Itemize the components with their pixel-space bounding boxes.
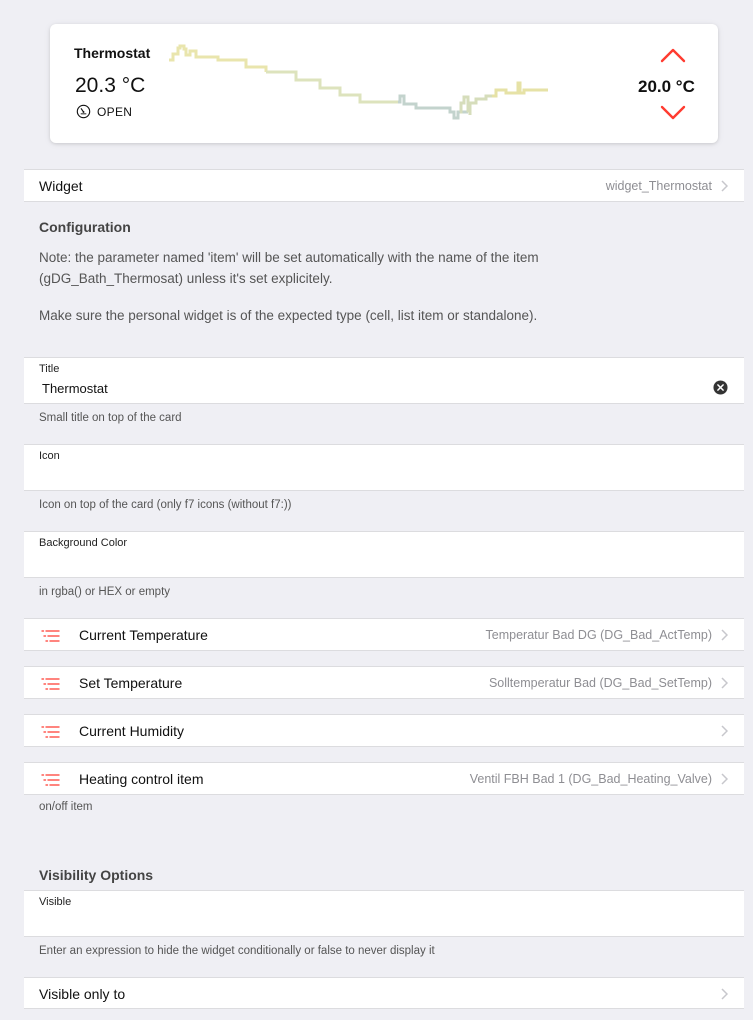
item-row-heating-control[interactable] — [24, 762, 744, 795]
visible-only-to-row[interactable] — [24, 977, 744, 1009]
decrease-setpoint-button[interactable] — [659, 104, 687, 127]
visible-hint: Enter an expression to hide the widget conditionally or false to never display it — [39, 945, 435, 957]
widget-value: widget_Thermostat — [605, 179, 712, 193]
visibility-title: Visibility Options — [39, 867, 154, 883]
list-icon — [41, 774, 61, 786]
list-icon — [41, 726, 61, 738]
visible-field — [24, 890, 744, 937]
item-value: Ventil FBH Bad 1 (DG_Bad_Heating_Valve) — [469, 772, 712, 786]
icon-hint: Icon on top of the card (only f7 icons (without f7:)) — [39, 499, 292, 511]
chevron-right-icon — [720, 677, 728, 689]
visible-input[interactable] — [42, 914, 702, 929]
background-color-input[interactable] — [42, 555, 702, 570]
configuration-note: Note: the parameter named 'item' will be set automatically with the name of the item (gDG_Bath_Thermosat) unless it's set explicitely. — [39, 250, 539, 286]
list-icon — [41, 678, 61, 690]
background-color-label: Background Color — [39, 537, 128, 549]
configuration-title: Configuration — [39, 219, 131, 235]
widget-label: Widget — [39, 178, 83, 194]
icon-field — [24, 444, 744, 491]
background-color-field — [24, 531, 744, 578]
title-hint: Small title on top of the card — [39, 412, 182, 424]
chevron-down-icon — [659, 104, 687, 122]
heating-control-hint: on/off item — [39, 801, 93, 813]
setpoint-value: 20.0 °C — [638, 77, 695, 96]
item-label: Heating control item — [79, 771, 204, 787]
title-input[interactable] — [42, 381, 702, 396]
item-label: Current Temperature — [79, 627, 208, 643]
icon-input[interactable] — [42, 468, 702, 483]
chevron-right-icon — [720, 773, 728, 785]
chevron-right-icon — [720, 725, 728, 737]
clear-icon[interactable] — [713, 380, 728, 395]
item-row-set-temperature[interactable] — [24, 666, 744, 699]
background-color-hint: in rgba() or HEX or empty — [39, 586, 171, 598]
title-field-label: Title — [39, 363, 60, 375]
icon-field-label: Icon — [39, 450, 60, 462]
item-label: Set Temperature — [79, 675, 183, 691]
valve-status-label: OPEN — [97, 104, 133, 119]
visible-only-to-label: Visible only to — [39, 986, 126, 1002]
increase-setpoint-button[interactable] — [659, 46, 687, 69]
chevron-right-icon — [720, 988, 728, 1000]
card-title: Thermostat — [74, 45, 151, 61]
item-value: Temperatur Bad DG (DG_Bad_ActTemp) — [485, 628, 712, 642]
item-value: Solltemperatur Bad (DG_Bad_SetTemp) — [488, 676, 712, 690]
item-row-current-humidity[interactable] — [24, 714, 744, 747]
chevron-right-icon — [720, 180, 728, 192]
gauge-icon — [76, 104, 91, 119]
list-icon — [41, 630, 61, 642]
current-temperature: 20.3 °C — [75, 74, 146, 97]
item-row-current-temperature[interactable] — [24, 618, 744, 651]
thermostat-card — [50, 24, 718, 143]
widget-select-row[interactable] — [24, 169, 744, 202]
item-label: Current Humidity — [79, 723, 185, 739]
visible-field-label: Visible — [39, 896, 72, 908]
configuration-type-note: Make sure the personal widget is of the expected type (cell, list item or standalone). — [39, 308, 538, 323]
chevron-up-icon — [659, 46, 687, 64]
temperature-sparkline — [168, 38, 552, 128]
valve-status — [76, 104, 132, 119]
chevron-right-icon — [720, 629, 728, 641]
title-field — [24, 357, 744, 404]
